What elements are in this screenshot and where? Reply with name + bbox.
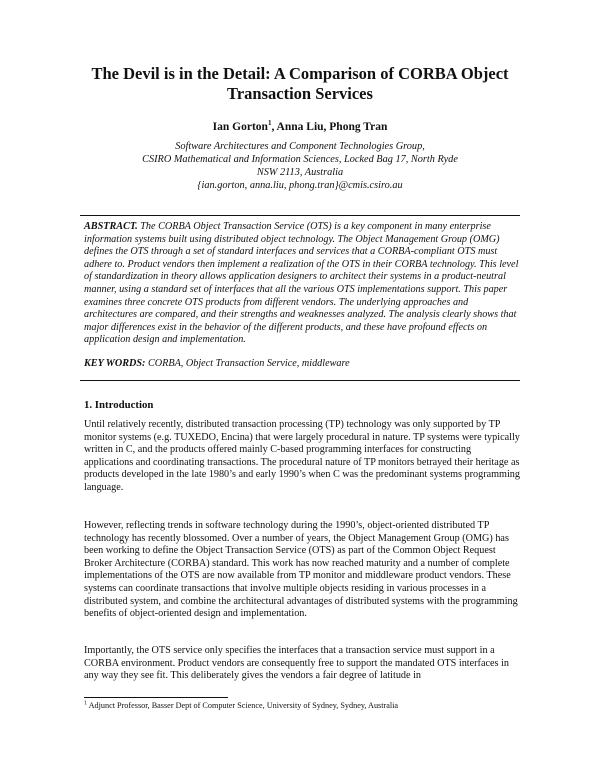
abstract-text: The CORBA Object Transaction Service (OTS) is a key component in many enterprise information systems built using distributed object technology. The Object Management Group (OMG) defines the OTS through a set of standard interfaces and services that a CORBA-compliant OTS must adhere to. Product vendors then implement a realization of the OTS in their CORBA technology. This level of standardization in theory allows application designers to architect their systems in a product-neutral manner, using a standard set of interfaces that all the various OTS implementations support. This paper examines three concrete OTS products from different vendors. The underlying approaches and architectures are compared, and their strengths and weaknesses analyzed. The analysis clearly shows that major differences exist in the behavior of the different products, and these have profound effects on application design and implementation. — [84, 221, 519, 346]
body-paragraph: Until relatively recently, distributed transaction processing (TP) technology was only supported by TP monitor systems (e.g. TUXEDO, Encina) that were largely procedural in nature. TP systems were typically written in C, and the products offered mainly C-based programming interfaces for constructing applications and coordinating transactions. The procedural nature of TP monitors betrayed their heritage as products developed in the late 1980’s and early 1990’s when C was the predominant systems programming language. — [84, 419, 520, 493]
abstract-label: ABSTRACT. — [84, 221, 138, 232]
keywords-label: KEY WORDS: — [84, 358, 146, 369]
footnote-marker: 1 — [267, 119, 272, 128]
footnote-rule — [84, 697, 228, 698]
body-paragraph: However, reflecting trends in software technology during the 1990’s, object-oriented distributed TP technology has recently blossomed. Over a number of years, the Object Management Group (OMG) has been working to define the Object Transaction Service (OTS) as part of the Common Object Request Broker Architecture (CORBA) standard. This work has now reached maturity and a number of complete implementations of the OTS are now available from TP monitor and middleware product vendors. These systems can coordinate transactions that involve multiple objects residing in various processes in a distributed system, and combine the architectural advantages of distributed systems with the programming benefits of object-oriented design and implementation. — [84, 520, 518, 620]
abstract-top-rule — [80, 215, 520, 216]
footnote-marker: 1 — [84, 700, 87, 707]
paper-title: The Devil is in the Detail: A Comparison of CORBA Object Transaction Services — [91, 64, 509, 103]
author-name: Ian Gorton — [212, 121, 268, 133]
body-paragraph: Importantly, the OTS service only specifies the interfaces that a transaction service must support in a CORBA environment. Product vendors are consequently free to support the mandated OTS interfaces in any way they see fit. This deliberately gives the vendors a fair degree of latitude in — [84, 645, 509, 682]
keywords-text: CORBA, Object Transaction Service, middleware — [145, 358, 350, 369]
affiliation-line: Software Architectures and Component Technologies Group, — [175, 141, 425, 152]
keywords — [84, 358, 520, 371]
affiliation-line: CSIRO Mathematical and Information Sciences, Locked Bag 17, North Ryde — [142, 154, 458, 165]
section-heading: 1. Introduction — [84, 399, 154, 411]
abstract — [84, 221, 520, 347]
author-list — [0, 120, 600, 134]
footnote-text: Adjunct Professor, Basser Dept of Computer Science, University of Sydney, Sydney, Australia — [87, 701, 399, 710]
affiliation — [0, 140, 600, 192]
affiliation-email: {ian.gorton, anna.liu, phong.tran}@cmis.csiro.au — [197, 180, 403, 191]
author-names-rest: , Anna Liu, Phong Tran — [271, 121, 388, 133]
footnote — [84, 701, 520, 711]
affiliation-line: NSW 2113, Australia — [256, 167, 344, 178]
abstract-bottom-rule — [80, 380, 520, 381]
